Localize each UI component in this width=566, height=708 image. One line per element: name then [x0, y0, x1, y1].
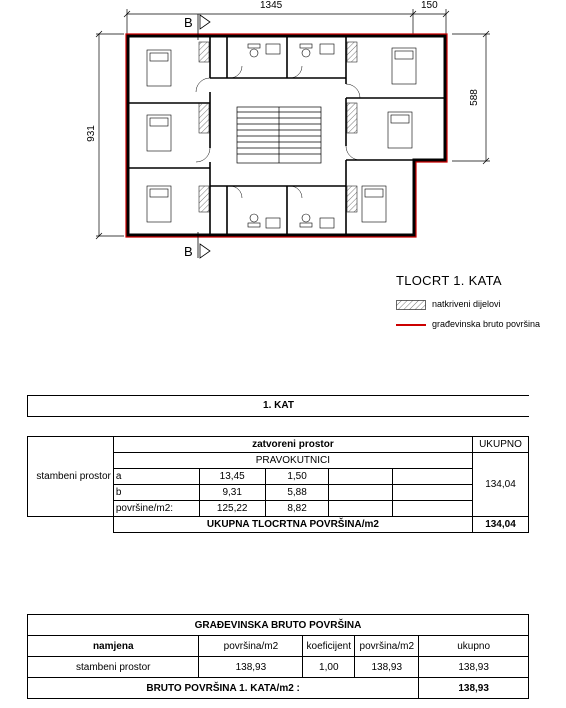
row-label-stambeni: stambeni prostor	[28, 437, 114, 517]
spacer	[28, 517, 114, 533]
cell-value: 9,31	[199, 485, 265, 501]
table-row	[28, 657, 529, 678]
dimension-left: 931	[85, 125, 97, 142]
row-label: površine/m2:	[113, 501, 199, 517]
total-label: UKUPNA TLOCRTNA POVRŠINA/m2	[113, 517, 472, 533]
legend-line-swatch	[396, 324, 426, 326]
kat-header: 1. KAT	[27, 395, 529, 417]
ukupno-value: 134,04	[472, 453, 528, 517]
section-label-bottom: B	[184, 244, 193, 259]
col-povrsina: površina/m2	[199, 636, 303, 657]
cell-value: 13,45	[199, 469, 265, 485]
cell-povrsina-2: 138,93	[355, 657, 419, 678]
header-pravokutnici: PRAVOKUTNICI	[113, 453, 472, 469]
dimension-right: 588	[468, 89, 480, 106]
gross-total-label: BRUTO POVRŠINA 1. KATA/m2 :	[28, 678, 419, 699]
total-value: 134,04	[472, 517, 528, 533]
area-table	[27, 436, 529, 533]
col-namjena: namjena	[28, 636, 199, 657]
cell-povrsina: 138,93	[199, 657, 303, 678]
legend-hatch-swatch	[396, 300, 426, 310]
dimension-top-main: 1345	[260, 0, 283, 11]
cell-value: 8,82	[265, 501, 329, 517]
header-ukupno: UKUPNO	[472, 437, 528, 453]
section-label-top: B	[184, 15, 193, 30]
floor-plan	[0, 0, 566, 300]
cell-empty	[329, 469, 393, 485]
cell-value: 5,88	[265, 485, 329, 501]
dimension-top-side: 150	[421, 0, 438, 11]
cell-empty	[393, 469, 473, 485]
legend-hatch-label: natkriveni dijelovi	[432, 299, 501, 309]
cell-empty	[329, 485, 393, 501]
legend-line-label: građevinska bruto površina	[432, 319, 541, 329]
row-label: b	[113, 485, 199, 501]
col-koeficijent: koeficijent	[303, 636, 355, 657]
col-povrsina-2: površina/m2	[355, 636, 419, 657]
gross-header: GRAĐEVINSKA BRUTO POVRŠINA	[28, 615, 529, 636]
cell-koeficijent: 1,00	[303, 657, 355, 678]
cell-empty	[329, 501, 393, 517]
col-ukupno: ukupno	[419, 636, 529, 657]
cell-empty	[393, 485, 473, 501]
cell-namjena: stambeni prostor	[28, 657, 199, 678]
row-label: a	[113, 469, 199, 485]
gross-total-value: 138,93	[419, 678, 529, 699]
cell-ukupno: 138,93	[419, 657, 529, 678]
cell-value: 1,50	[265, 469, 329, 485]
header-zatvoreni: zatvoreni prostor	[113, 437, 472, 453]
plan-title: TLOCRT 1. KATA	[396, 273, 502, 288]
gross-area-table	[27, 614, 529, 699]
cell-value: 125,22	[199, 501, 265, 517]
cell-empty	[393, 501, 473, 517]
